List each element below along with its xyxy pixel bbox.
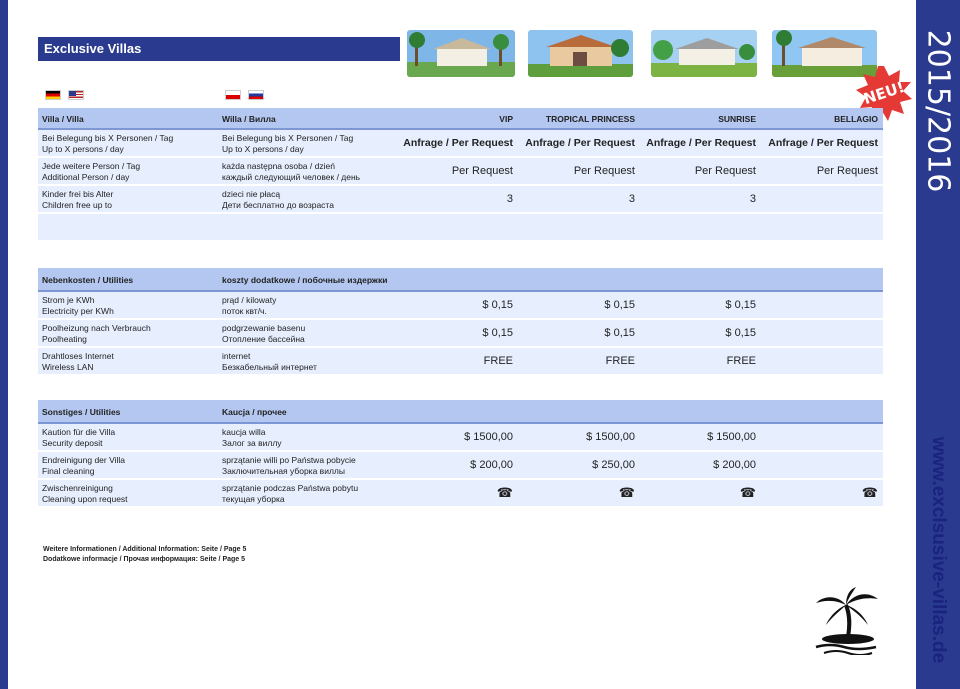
- us-flag[interactable]: [68, 90, 84, 100]
- palm-island-logo-icon: [810, 585, 885, 655]
- footer-line-1: Weitere Informationen / Additional Information: Seite / Page 5: [43, 546, 247, 553]
- left-accent-bar: [0, 0, 8, 689]
- column-tropical-princess: TROPICAL PRINCESS: [545, 114, 635, 124]
- table-row: Kaution für die Villa Security deposit kaucja willa Залог за виллу $ 1500,00 $ 1500,00 $ 1500,00: [38, 424, 883, 452]
- villa-photo-vip: [407, 30, 515, 77]
- website-url[interactable]: www.exclsusive-villas.de: [928, 436, 949, 664]
- villa-table-header: [38, 108, 883, 130]
- column-sunrise: SUNRISE: [718, 114, 756, 124]
- table-row: Drahtloses Internet Wireless LAN internet Безкабельный интернет FREE FREE FREE: [38, 348, 883, 376]
- phone-icon[interactable]: ☎: [618, 485, 635, 500]
- german-flag[interactable]: [45, 90, 61, 100]
- page-title: Exclusive Villas: [38, 37, 400, 61]
- header-villa-label: Villa / Villa: [42, 114, 84, 124]
- villa-price-table: [38, 108, 883, 242]
- villa-photo-sunrise: [651, 30, 757, 77]
- column-bellagio: BELLAGIO: [834, 114, 878, 124]
- others-table: [38, 400, 883, 508]
- column-vip: VIP: [499, 114, 513, 124]
- table-row: Strom je KWh Electricity per KWh prąd / kilowaty поток квт/ч. $ 0,15 $ 0,15 $ 0,15: [38, 292, 883, 320]
- villa-photo-tropical-princess: [528, 30, 633, 77]
- utilities-table-header: Nebenkosten / Utilities koszty dodatkowe / побочные издержки: [38, 268, 883, 292]
- table-row-empty: [38, 214, 883, 242]
- phone-icon[interactable]: ☎: [496, 485, 513, 500]
- phone-icon[interactable]: ☎: [739, 485, 756, 500]
- others-table-header: Sonstiges / Utilities Kaucja / прочее: [38, 400, 883, 424]
- table-row: Poolheizung nach Verbrauch Poolheating podgrzewanie basenu Отопление бассейна $ 0,15 $ 0,15 $ 0,15: [38, 320, 883, 348]
- table-row: Zwischenreinigung Cleaning upon request sprzątanie podczas Państwa pobytu текущая уборка ☎ ☎ ☎ ☎: [38, 480, 883, 508]
- phone-icon[interactable]: ☎: [861, 485, 878, 500]
- table-row: Jede weitere Person / Tag Additional Person / day każda następna osoba / dzień каждый следующий человек / день Per Request Per Request Per Request Per Request: [38, 158, 883, 186]
- utilities-table: [38, 268, 883, 376]
- table-row: Bei Belegung bis X Personen / Tag Up to X persons / day Bei Belegung bis X Personen / Tag Up to X persons / day Anfrage / Per Request Anfrage / Per Request Anfrage / Per Request Anfrage / Per Request: [38, 130, 883, 158]
- season-year: 2015/2016: [920, 29, 956, 193]
- table-row: Kinder frei bis Alter Children free up to dzieci nie płacą Дети бесплатно до возраста 3 3 3: [38, 186, 883, 214]
- table-row: Endreinigung der Villa Final cleaning sprzątanie willi po Państwa pobycie Заключительная уборка виллы $ 200,00 $ 250,00 $ 200,00: [38, 452, 883, 480]
- new-badge: NEU!: [855, 64, 913, 122]
- polish-flag[interactable]: [225, 90, 241, 100]
- additional-info-footer: [43, 545, 246, 565]
- russian-flag[interactable]: [248, 90, 264, 100]
- header-villa-label-pl: Willa / Вилла: [222, 114, 276, 124]
- footer-line-2: Dodatkowe informacje / Прочая информация: Seite / Page 5: [43, 556, 246, 563]
